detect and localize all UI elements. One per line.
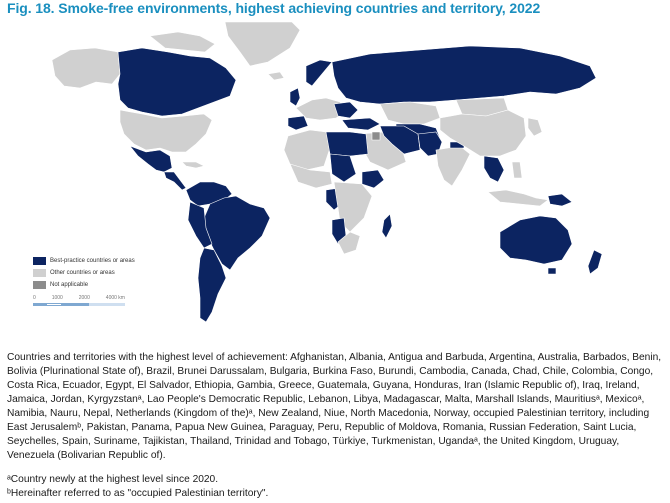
map-legend	[33, 255, 135, 291]
map-scale-bar	[33, 295, 128, 306]
region-indonesia	[488, 190, 548, 206]
region-papua-new-guinea	[548, 194, 572, 206]
footnote-a: ᵃCountry newly at the highest level since 2020.	[7, 474, 219, 485]
scale-label-2000: 2000	[78, 295, 90, 301]
region-tasmania	[548, 268, 556, 274]
region-iceland	[268, 72, 284, 80]
scale-track	[33, 303, 128, 306]
legend-swatch-na	[33, 281, 46, 289]
region-norway	[306, 60, 332, 86]
scale-label-1000: 1000	[51, 295, 63, 301]
region-not-applicable	[372, 132, 380, 140]
region-usa	[120, 110, 212, 152]
region-libya-egypt	[326, 132, 368, 156]
region-russia	[332, 46, 596, 104]
legend-label-other: Other countries or areas	[50, 270, 115, 276]
legend-item-not-applicable	[33, 279, 135, 291]
legend-item-other	[33, 267, 135, 279]
region-kazakhstan	[380, 102, 440, 124]
region-canada	[118, 48, 236, 116]
region-central-america	[164, 172, 186, 190]
region-sahel	[330, 154, 356, 182]
legend-swatch-other	[33, 269, 46, 277]
figure-title: Fig. 18. Smoke-free environments, highest achieving countries and territory, 2022	[7, 0, 541, 16]
region-alaska	[52, 48, 120, 88]
region-new-zealand	[588, 250, 602, 274]
region-madagascar	[382, 214, 392, 238]
achievers-list: Countries and territories with the highest level of achievement: Afghanistan, Albania, Antigua and Barbuda, Argentina, Australia, Barbados, Benin, Bolivia (Plurinational State of), Brazil, Brunei Darussalam, Bulgaria, Burkina Faso, Burundi, Cambodia, Canada, Chad, Chile, Colombia, Congo, Costa Rica, Ecuador, Egypt, El Salvador, Ethiopia, Gambia, Greece, Guatemala, Guyana, Honduras, Iran (Islamic Republic of), Iraq, Ireland, Jamaica, Jordan, Kyrgyzstanᵃ, Lao People's Democratic Republic, Lebanon, Libya, Madagascar, Malta, Marshall Islands, Mauritiusᵃ, Mexicoᵃ, Namibia, Nauru, Nepal, Netherlands (Kingdom of the)ᵃ, New Zealand, Niue, North Macedonia, Norway, occupied Palestinian territory, including East Jerusalemᵇ, Pakistan, Panama, Papua New Guinea, Paraguay, Peru, Republic of Moldova, Romania, Russian Federation, Saint Lucia, Seychelles, Spain, Suriname, Tajikistan, Thailand, Trinidad and Tobago, Türkiye, Turkmenistan, Ugandaᵃ, the United Kingdom, Uruguay, Venezuela (Bolivarian Republic of).	[7, 352, 662, 461]
region-greenland	[225, 22, 300, 66]
region-eastern-europe	[334, 102, 358, 118]
region-indochina	[484, 156, 504, 182]
region-uk-ireland	[290, 88, 300, 106]
region-india	[436, 146, 470, 186]
scale-label-4000: 4000 km	[105, 295, 125, 301]
legend-item-best-practice	[33, 255, 135, 267]
scale-label-0: 0	[33, 295, 36, 301]
region-turkiye	[342, 118, 380, 130]
region-australia	[500, 216, 572, 264]
legend-label-na: Not applicable	[50, 282, 89, 288]
region-japan-korea	[528, 118, 542, 136]
region-spain	[288, 116, 308, 130]
footnote-b: ᵇHereinafter referred to as "occupied Palestinian territory".	[7, 488, 269, 499]
legend-label-best: Best-practice countries or areas	[50, 258, 135, 264]
legend-swatch-best	[33, 257, 46, 265]
region-ethiopia	[362, 170, 384, 188]
region-arctic-islands	[150, 32, 215, 52]
region-philippines	[512, 162, 522, 178]
region-caribbean	[182, 162, 204, 168]
